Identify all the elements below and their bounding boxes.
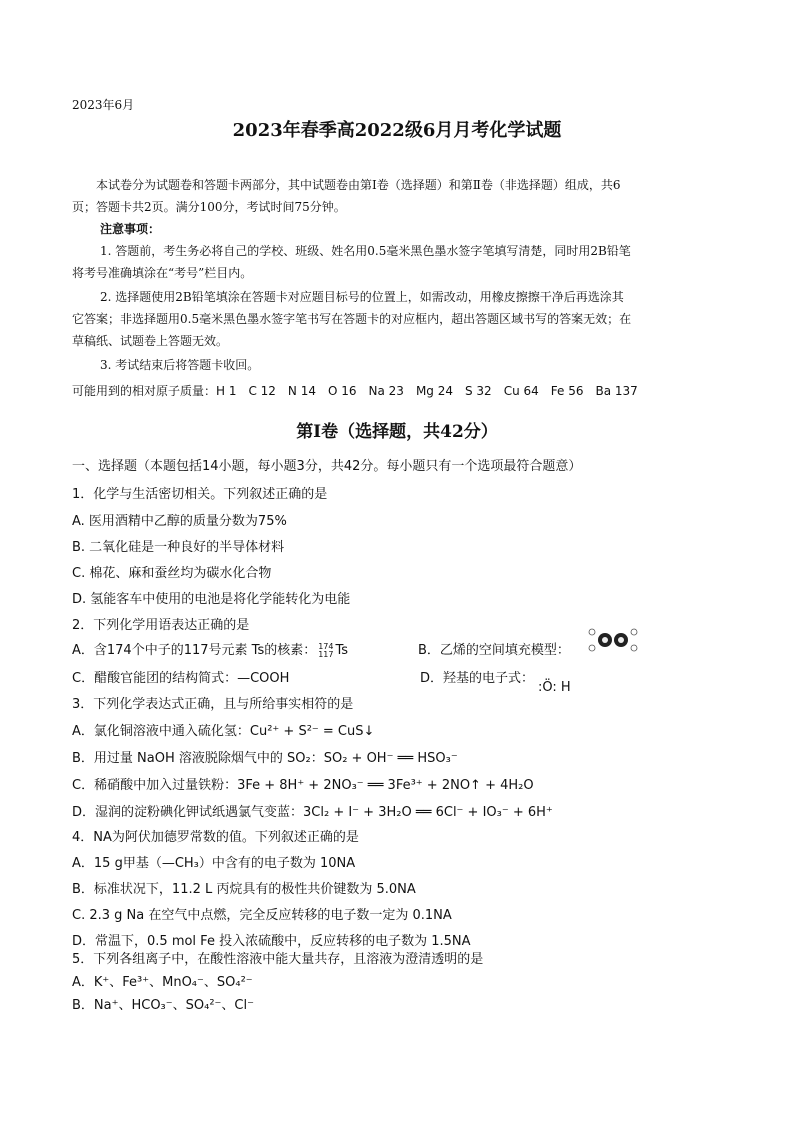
exam-title: 2023年春季高2022级6月月考化学试题	[232, 120, 562, 141]
q1-option-a: A. 医用酒精中乙醇的质量分数为75%	[72, 514, 287, 529]
q3-option-d: D．湿润的淀粉碘化钾试纸遇氯气变蓝：3Cl₂ + I⁻ + 3H₂O ══ 6Cl⁻ + IO₃⁻ + 6H⁺	[72, 805, 553, 820]
ethylene-space-filling-model	[588, 626, 638, 654]
q2-stem: 2．下列化学用语表达正确的是	[72, 618, 250, 633]
q5-option-a: A．K⁺、Fe³⁺、MnO₄⁻、SO₄²⁻	[72, 975, 253, 990]
q4-option-c: C. 2.3 g Na 在空气中点燃，完全反应转移的电子数一定为 0.1NA	[72, 908, 452, 923]
q3-option-b: B．用过量 NaOH 溶液脱除烟气中的 SO₂：SO₂ + OH⁻ ══ HSO₃⁻	[72, 751, 458, 766]
q1-option-c: C. 棉花、麻和蚕丝均为碳水化合物	[72, 566, 272, 581]
q1-option-b: B. 二氧化硅是一种良好的半导体材料	[72, 540, 285, 555]
q2-option-a-text: A．含174个中子的117号元素 Ts的核素：	[72, 643, 317, 658]
notice-2c: 草稿纸、试题卷上答题无效。	[72, 334, 229, 348]
section-1-title: 第Ⅰ卷（选择题，共42分）	[296, 422, 498, 442]
nuclide-symbol: Ts	[335, 643, 349, 658]
atomic-mass-line: 可能用到的相对原子质量：H 1 C 12 N 14 O 16 Na 23 Mg 24 S 32 Cu 64 Fe 56 Ba 137	[72, 384, 638, 398]
q2-option-d: D．羟基的电子式：	[420, 671, 535, 686]
q2-option-a	[72, 642, 348, 660]
q5-option-b: B．Na⁺、HCO₃⁻、SO₄²⁻、Cl⁻	[72, 998, 254, 1013]
q2-option-b: B．乙烯的空间填充模型：	[418, 643, 570, 658]
notice-2a: 2. 选择题使用2B铅笔填涂在答题卡对应题目标号的位置上，如需改动，用橡皮擦擦干净后再选涂其	[100, 290, 624, 304]
q2-option-c: C．醋酸官能团的结构简式：—COOH	[72, 671, 290, 686]
q1-stem: 1．化学与生活密切相关。下列叙述正确的是	[72, 487, 328, 502]
q3-stem: 3．下列化学表达式正确，且与所给事实相符的是	[72, 697, 354, 712]
nuclide-mass-number: 174	[318, 641, 334, 651]
notice-3: 3. 考试结束后将答题卡收回。	[100, 358, 260, 372]
q3-option-c: C．稀硝酸中加入过量铁粉：3Fe + 8H⁺ + 2NO₃⁻ ══ 3Fe³⁺ + 2NO↑ + 4H₂O	[72, 778, 534, 793]
q3-option-a: A．氯化铜溶液中通入硫化氢：Cu²⁺ + S²⁻ = CuS↓	[72, 724, 375, 739]
q5-stem: 5．下列各组离子中，在酸性溶液中能大量共存，且溶液为澄清透明的是	[72, 952, 484, 967]
nuclide-notation	[318, 643, 333, 659]
hydroxyl-electron-formula: :Ö: H	[538, 680, 571, 695]
q4-option-b: B．标准状况下，11.2 L 丙烷具有的极性共价键数为 5.0NA	[72, 882, 416, 897]
notice-1b: 将考号准确填涂在“考号”栏目内。	[72, 266, 253, 280]
notice-2b: 它答案；非选择题用0.5毫米黑色墨水签字笔书写在答题卡的对应框内，超出答题区域书写的答案无效；在	[72, 312, 632, 326]
intro-line-1: 本试卷分为试题卷和答题卡两部分，其中试题卷由第Ⅰ卷（选择题）和第Ⅱ卷（非选择题）组成，共6	[96, 178, 621, 192]
section-1-instructions: 一、选择题（本题包括14小题，每小题3分，共42分。每小题只有一个选项最符合题意）	[72, 459, 582, 474]
intro-line-2: 页；答题卡共2页。满分100分，考试时间75分钟。	[72, 200, 346, 214]
q4-option-d: D．常温下，0.5 mol Fe 投入浓硫酸中，反应转移的电子数为 1.5NA	[72, 934, 471, 949]
notice-heading: 注意事项：	[100, 222, 161, 236]
q1-option-d: D. 氢能客车中使用的电池是将化学能转化为电能	[72, 592, 351, 607]
q4-option-a: A．15 g甲基（—CH₃）中含有的电子数为 10NA	[72, 856, 356, 871]
q4-stem: 4．NA为阿伏加德罗常数的值。下列叙述正确的是	[72, 830, 359, 845]
notice-1a: 1. 答题前，考生务必将自己的学校、班级、姓名用0.5毫米黑色墨水签字笔填写清楚，同时用2B铅笔	[100, 244, 631, 258]
nuclide-atomic-number: 117	[318, 649, 334, 659]
exam-date: 2023年6月	[72, 98, 135, 112]
